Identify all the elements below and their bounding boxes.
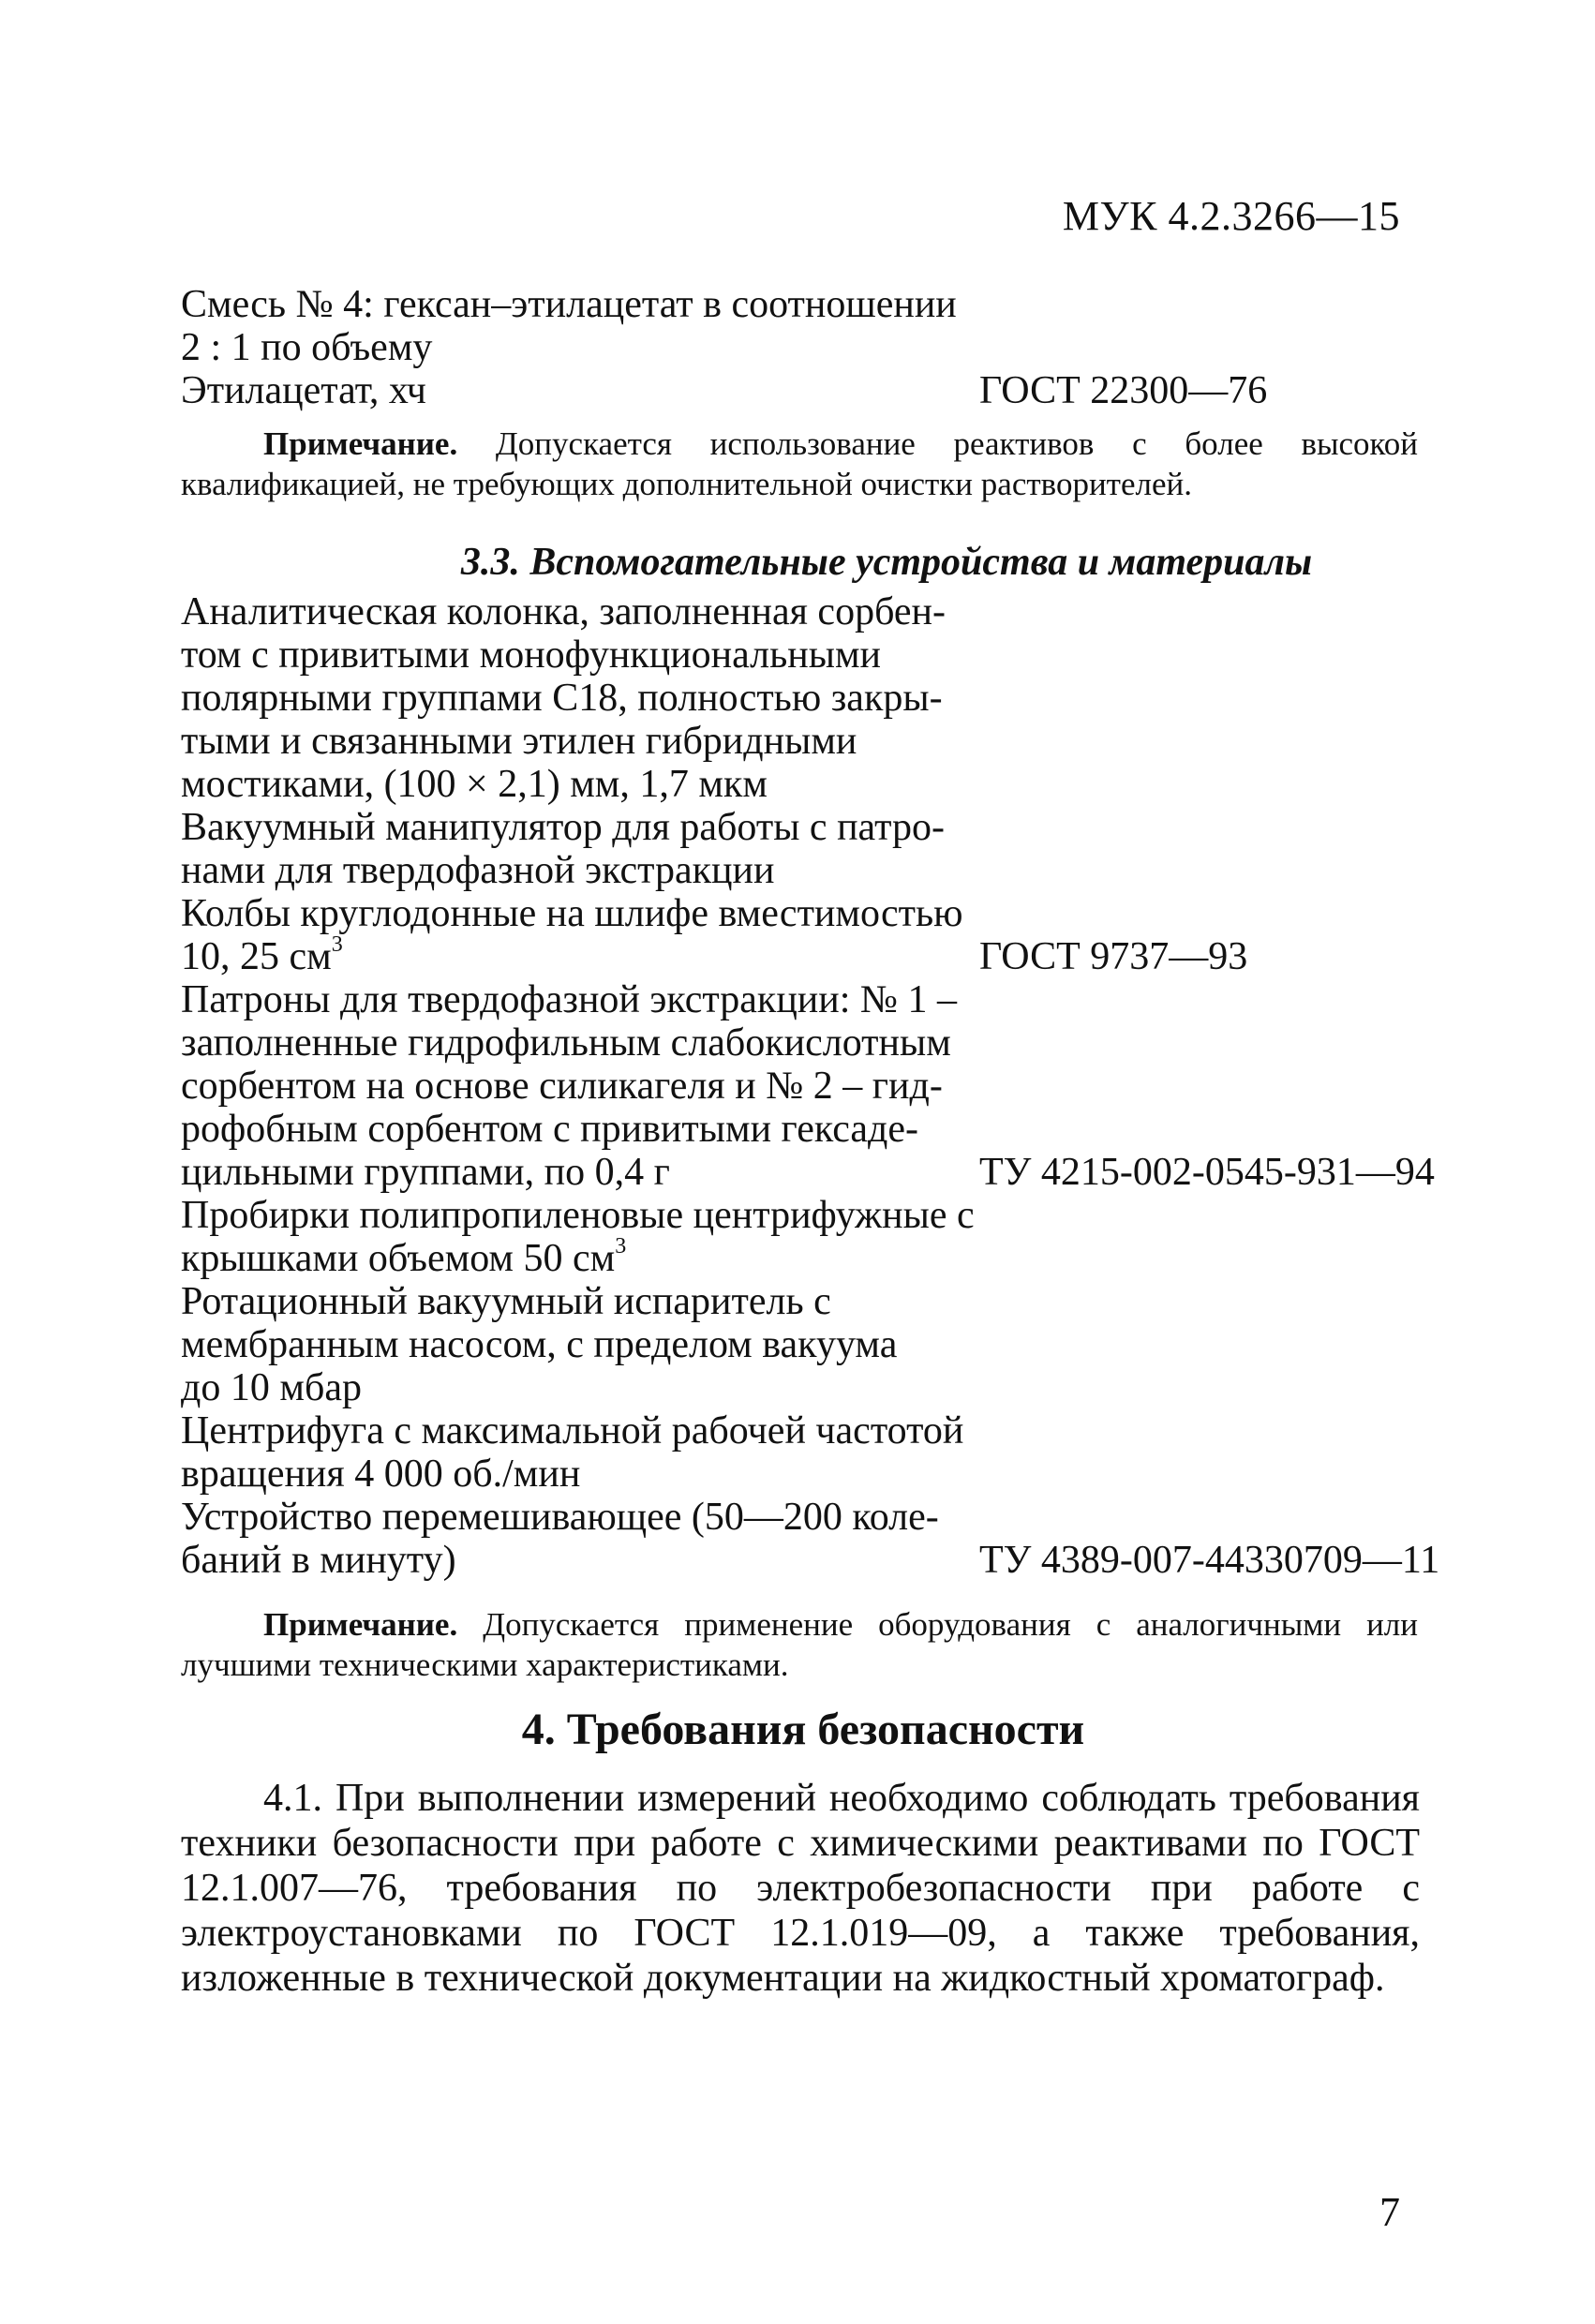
vacuum-line: нами для твердофазной экстракции [181,849,775,892]
cartridge-standard: ТУ 4215-002-0545-931—94 [979,1151,1435,1194]
cartridge-line: заполненные гидрофильным слабокислотным [181,1021,951,1065]
note-text: Допускается применение оборудования с аналогичными или лучшими техническими характеристиками. [181,1606,1418,1683]
centrifuge-line: Центрифуга с максимальной рабочей частотой [181,1409,964,1452]
flask-volume [181,932,979,978]
note-label: Примечание. [263,425,458,462]
ethyl-acetate-name: Этилацетат, хч [181,369,426,412]
superscript: 3 [331,932,343,957]
subsection-title: 3.3. Вспомогательные устройства и материалы [460,541,1313,584]
safety-paragraph: 4.1. При выполнении измерений необходимо соблюдать требования техники безопасности при работе с химическими реактивами по ГОСТ 12.1.007—76, требования по электробезопасности при работе с электроустановками по ГОСТ 12.1.019—09, а также требования, изложенные в технической документации на жидкостный хроматограф. [181,1777,1420,2000]
column-line: полярными группами С18, полностью закры- [181,677,943,720]
shaker-last-line: баний в минуту) [181,1539,456,1582]
cartridge-line: Патроны для твердофазной экстракции: № 1 – [181,978,958,1021]
note-equipment [181,1604,1418,1685]
column-line: том с привитыми монофункциональными [181,633,882,677]
ethyl-acetate-row [181,369,1418,412]
section-title: 4. Требования безопасности [521,1705,1085,1754]
ethyl-acetate-standard: ГОСТ 22300—76 [979,369,1268,412]
document-code: МУК 4.2.3266—15 [1062,193,1400,239]
cartridge-last-line: цильными группами, по 0,4 г [181,1151,670,1194]
mix4-line1: Смесь № 4: гексан–этилацетат в соотношении [181,283,957,326]
note-text: Допускается использование реактивов с более высокой квалификацией, не требующих дополнительной очистки растворителей. [181,425,1418,502]
flask-line: Колбы круглодонные на шлифе вместимостью [181,892,963,935]
column-line: тыми и связанными этилен гибридными [181,720,857,763]
centrifuge-line: вращения 4 000 об./мин [181,1452,581,1496]
flask-volume-text: 10, 25 см [181,935,332,978]
shaker-row [181,1539,1440,1582]
evaporator-line: Ротационный вакуумный испаритель с [181,1280,831,1323]
tube-line2 [181,1234,1418,1280]
tube-line: Пробирки полипропиленовые центрифужные с [181,1194,975,1237]
vacuum-line: Вакуумный манипулятор для работы с патро- [181,806,945,849]
mix4-line2: 2 : 1 по объему [181,326,433,369]
cartridge-line: сорбентом на основе силикагеля и № 2 – гид- [181,1065,943,1108]
cartridge-row [181,1151,1435,1194]
superscript: 3 [615,1234,627,1259]
shaker-line: Устройство перемешивающее (50—200 коле- [181,1496,939,1539]
cartridge-line: рофобным сорбентом с привитыми гексаде- [181,1108,919,1151]
note-reagents [181,424,1418,504]
flask-row [181,932,1418,978]
column-line: мостиками, (100 × 2,1) мм, 1,7 мкм [181,763,768,806]
equipment-list [181,590,1440,1582]
note-label: Примечание. [263,1606,458,1643]
reagents-list [181,283,1418,412]
flask-standard: ГОСТ 9737—93 [979,935,1248,978]
evaporator-line: до 10 мбар [181,1366,362,1409]
tube-line-text: крышками объемом 50 см [181,1237,616,1280]
evaporator-line: мембранным насосом, с пределом вакуума [181,1323,898,1366]
shaker-standard: ТУ 4389-007-44330709—11 [979,1539,1440,1582]
page-number: 7 [1379,2189,1400,2235]
column-line: Аналитическая колонка, заполненная сорбен- [181,590,946,633]
